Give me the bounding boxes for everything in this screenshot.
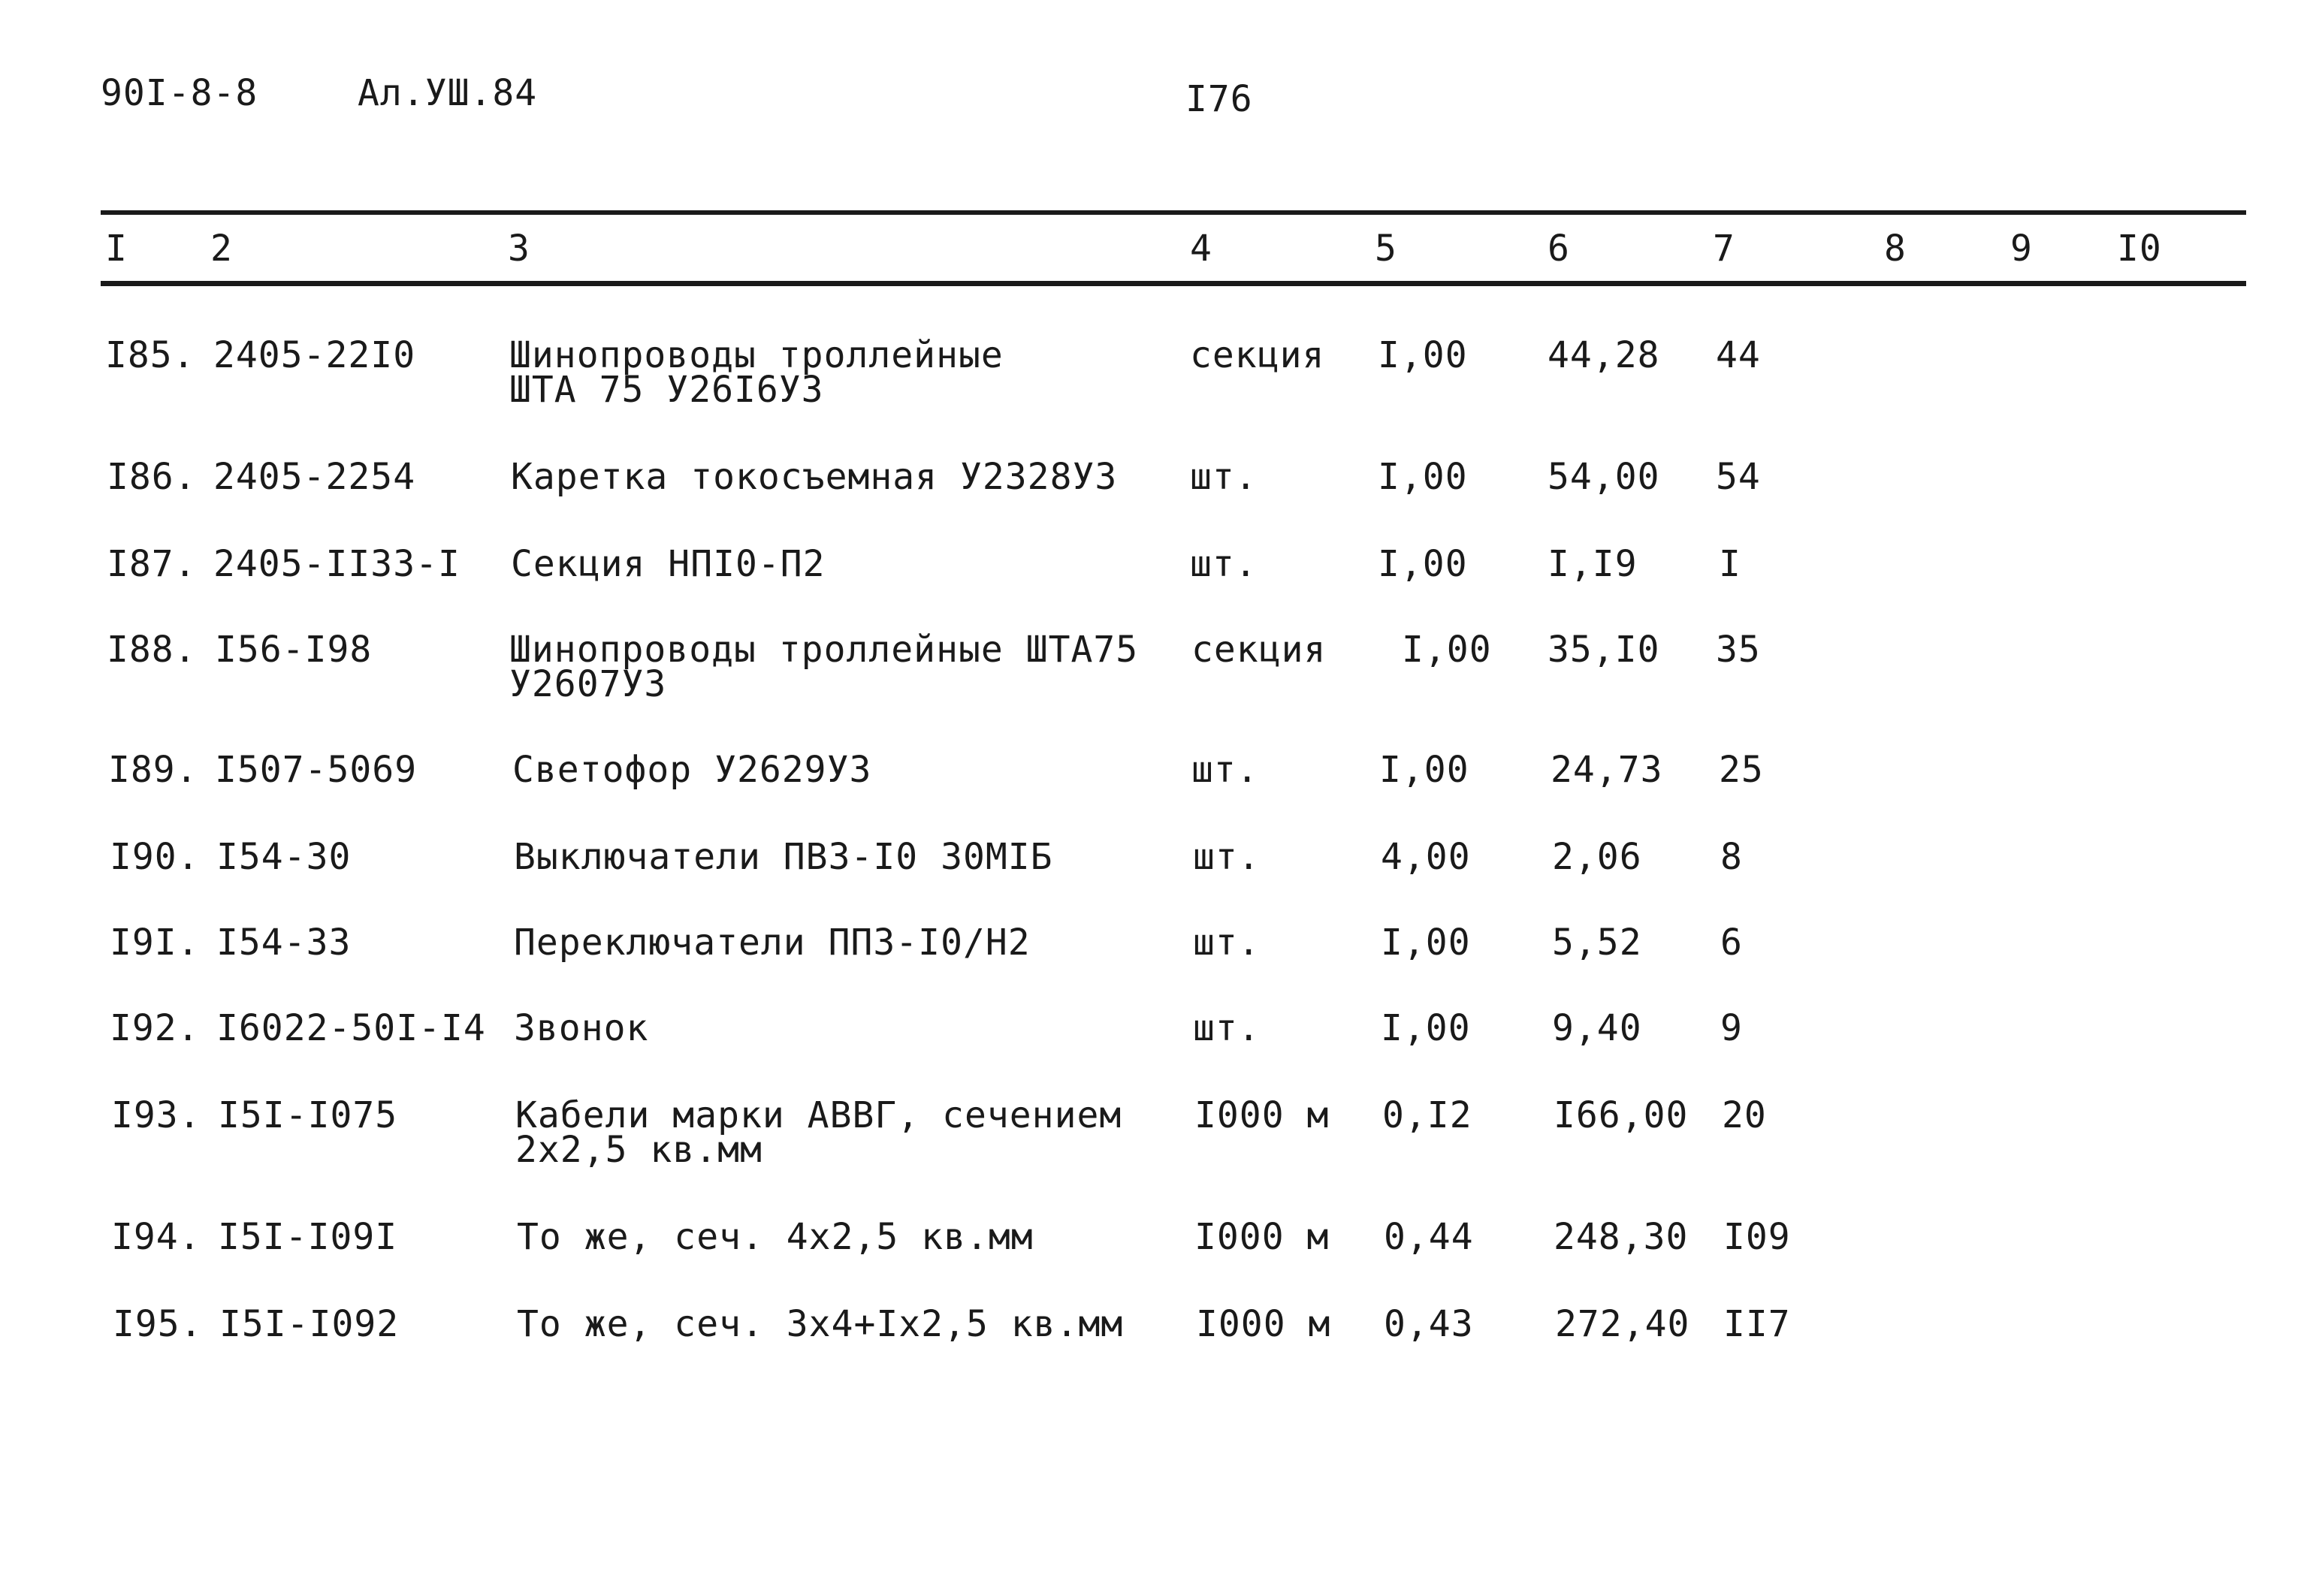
column-header: 3 xyxy=(508,228,530,270)
item-quantity: I,00 xyxy=(1381,1007,1471,1049)
item-unit: I000 м xyxy=(1194,1094,1330,1136)
item-code: I54-30 xyxy=(216,836,352,878)
page-number: I76 xyxy=(1185,78,1253,120)
item-quantity: I,00 xyxy=(1378,334,1468,376)
row-number: I93. xyxy=(111,1094,201,1136)
item-quantity: 0,43 xyxy=(1384,1303,1474,1345)
column-header: 4 xyxy=(1190,228,1212,270)
item-total: 9 xyxy=(1720,1007,1743,1049)
item-name: То же, сеч. 4х2,5 кв.мм xyxy=(517,1216,1034,1258)
item-name: Выключатели ПВЗ-I0 30МIБ xyxy=(514,836,1053,878)
item-unit: шт. xyxy=(1193,1007,1261,1049)
item-total: 8 xyxy=(1720,836,1743,878)
item-price: 24,73 xyxy=(1551,749,1663,791)
item-price: 35,I0 xyxy=(1548,629,1660,671)
item-name: Светофор У2629УЗ xyxy=(512,749,872,791)
item-quantity: 0,44 xyxy=(1384,1216,1474,1258)
item-total: I09 xyxy=(1723,1216,1791,1258)
item-code: I507-5069 xyxy=(215,749,418,791)
item-code: I5I-I075 xyxy=(218,1094,398,1136)
item-name: Шинопроводы троллейные ШТА75 У2607УЗ xyxy=(509,629,1139,705)
item-unit: шт. xyxy=(1191,749,1259,791)
row-number: I89. xyxy=(108,749,198,791)
table-top-rule xyxy=(101,210,2246,215)
item-total: 54 xyxy=(1716,456,1761,498)
row-number: I94. xyxy=(111,1216,201,1258)
row-number: I90. xyxy=(110,836,200,878)
column-header: 6 xyxy=(1548,228,1570,270)
item-code: I5I-I092 xyxy=(219,1303,400,1345)
item-total: 25 xyxy=(1719,749,1764,791)
item-unit: секция xyxy=(1190,334,1325,376)
item-quantity: I,00 xyxy=(1379,749,1469,791)
document-code: 90I-8-8 xyxy=(101,72,258,114)
item-total: II7 xyxy=(1723,1303,1791,1345)
item-name: Переключатели ППЗ-I0/Н2 xyxy=(514,922,1031,964)
item-code: 2405-22I0 xyxy=(213,334,416,376)
item-price: I,I9 xyxy=(1548,543,1638,585)
row-number: I86. xyxy=(107,456,197,498)
item-total: 44 xyxy=(1716,334,1761,376)
item-unit: секция xyxy=(1191,629,1327,671)
item-code: 2405-2254 xyxy=(213,456,416,498)
table-header-rule xyxy=(101,281,2246,286)
item-code: I6022-50I-I4 xyxy=(216,1007,486,1049)
item-price: 248,30 xyxy=(1554,1216,1689,1258)
item-name: Звонок xyxy=(514,1007,649,1049)
item-unit: I000 м xyxy=(1196,1303,1331,1345)
item-code: I54-33 xyxy=(216,922,352,964)
item-total: 20 xyxy=(1722,1094,1767,1136)
column-header: 2 xyxy=(210,228,233,270)
column-header: I xyxy=(105,228,128,270)
column-header: 7 xyxy=(1713,228,1735,270)
item-unit: шт. xyxy=(1193,922,1261,964)
row-number: I9I. xyxy=(110,922,200,964)
item-total: 6 xyxy=(1720,922,1743,964)
album-designation: Ал.УШ.84 xyxy=(358,72,538,114)
column-header: 5 xyxy=(1375,228,1397,270)
item-quantity: I,00 xyxy=(1378,456,1468,498)
row-number: I85. xyxy=(105,334,195,376)
row-number: I87. xyxy=(107,543,197,585)
item-quantity: I,00 xyxy=(1381,922,1471,964)
item-quantity: 4,00 xyxy=(1381,836,1471,878)
item-price: 2,06 xyxy=(1552,836,1642,878)
item-code: 2405-II33-I xyxy=(213,543,460,585)
item-quantity: 0,I2 xyxy=(1382,1094,1472,1136)
item-unit: шт. xyxy=(1193,836,1261,878)
item-name: То же, сеч. 3х4+Iх2,5 кв.мм xyxy=(517,1303,1124,1345)
row-number: I88. xyxy=(107,629,197,671)
item-price: 9,40 xyxy=(1552,1007,1642,1049)
item-name: Секция НПI0-П2 xyxy=(511,543,826,585)
item-total: 35 xyxy=(1716,629,1761,671)
item-price: I66,00 xyxy=(1554,1094,1689,1136)
item-unit: I000 м xyxy=(1194,1216,1330,1258)
item-price: 272,40 xyxy=(1555,1303,1690,1345)
column-header: I0 xyxy=(2117,228,2162,270)
item-total: I xyxy=(1719,543,1741,585)
item-unit: шт. xyxy=(1190,456,1258,498)
column-header: 8 xyxy=(1884,228,1907,270)
row-number: I92. xyxy=(110,1007,200,1049)
item-price: 5,52 xyxy=(1552,922,1642,964)
item-quantity: I,00 xyxy=(1402,629,1492,671)
item-code: I56-I98 xyxy=(215,629,373,671)
item-price: 54,00 xyxy=(1548,456,1660,498)
item-name: Каретка токосъемная У2328УЗ xyxy=(511,456,1118,498)
item-code: I5I-I09I xyxy=(218,1216,398,1258)
item-unit: шт. xyxy=(1190,543,1258,585)
column-header: 9 xyxy=(2010,228,2033,270)
item-quantity: I,00 xyxy=(1378,543,1468,585)
row-number: I95. xyxy=(113,1303,203,1345)
item-name: Шинопроводы троллейные ШТА 75 У26I6УЗ xyxy=(509,334,1004,411)
item-price: 44,28 xyxy=(1548,334,1660,376)
item-name: Кабели марки АВВГ, сечением 2х2,5 кв.мм xyxy=(515,1094,1122,1171)
